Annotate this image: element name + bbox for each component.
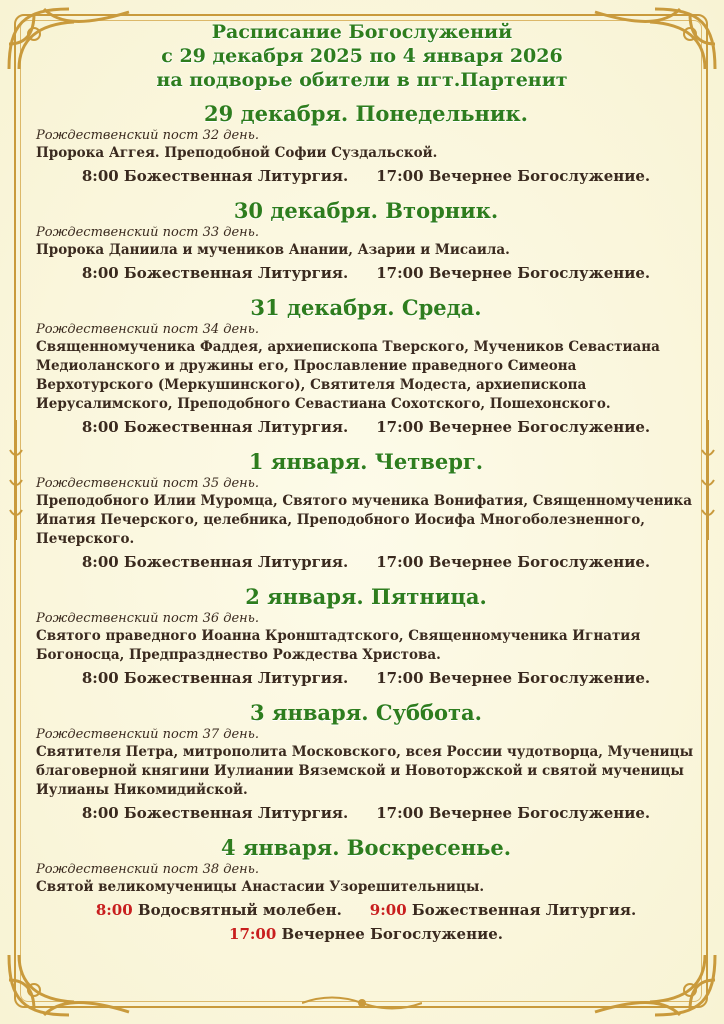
services-row	[36, 549, 696, 575]
saints-commemoration: Преподобного Илии Муромца, Святого мученика Вонифатия, Священномученика Ипатия Печерского, целебника, Преподобного Иосифа Многоболезненного, Печерского.	[36, 493, 693, 547]
saints-commemoration: Пророка Даниила и мучеников Анании, Азарии и Мисаила.	[36, 242, 510, 258]
services-row	[36, 260, 696, 286]
morning-service: 8:00 Божественная Литургия.	[81, 264, 349, 282]
services-row	[36, 163, 696, 189]
service-text: Водосвятный молебен.	[137, 901, 342, 919]
day-block	[36, 294, 696, 440]
header-title: Расписание Богослужений	[211, 21, 513, 43]
day-title: 3 января. Суббота.	[250, 700, 482, 725]
fast-day: Рождественский пост 34 день.	[36, 322, 259, 337]
day-title: 4 января. Воскресенье.	[220, 835, 512, 860]
service-time: 17:00	[229, 925, 277, 943]
services-row	[36, 897, 696, 923]
day-block	[36, 197, 696, 286]
services-row	[36, 800, 696, 826]
service-time: 9:00	[369, 901, 407, 919]
bottom-ornament-icon	[302, 992, 422, 1014]
day-title: 2 января. Пятница.	[245, 584, 487, 609]
day-block	[36, 699, 696, 826]
fast-day: Рождественский пост 37 день.	[36, 727, 259, 742]
service-text: Вечернее Богослужение.	[281, 925, 503, 943]
day-block	[36, 583, 696, 691]
corner-ornament-icon	[590, 950, 720, 1020]
day-title: 29 декабря. Понедельник.	[204, 101, 528, 126]
day-block	[36, 834, 696, 947]
saints-commemoration: Священномученика Фаддея, архиепископа Тверского, Мучеников Севастиана Медиоланского и дружины его, Прославление праведного Симеона Верхотурского (Меркушинского), Святителя Модеста, архиепископа Иерусалимского, Преподобного Севастиана Сохотского, Пошехонского.	[36, 339, 660, 412]
day-block	[36, 448, 696, 575]
saints-commemoration: Пророка Аггея. Преподобной Софии Суздальской.	[36, 145, 438, 161]
service-time: 8:00	[95, 901, 133, 919]
services-row	[36, 414, 696, 440]
corner-ornament-icon	[4, 950, 134, 1020]
services-row	[36, 921, 696, 947]
morning-service: 8:00 Божественная Литургия.	[81, 167, 349, 185]
day-block	[36, 100, 696, 189]
fast-day: Рождественский пост 38 день.	[36, 862, 259, 877]
morning-service: 8:00 Божественная Литургия.	[81, 669, 349, 687]
evening-service: 17:00 Вечернее Богослужение.	[376, 669, 651, 687]
evening-service	[229, 921, 503, 947]
schedule-header	[0, 20, 724, 92]
fast-day: Рождественский пост 35 день.	[36, 476, 259, 491]
evening-service: 17:00 Вечернее Богослужение.	[376, 418, 651, 436]
evening-service: 17:00 Вечернее Богослужение.	[376, 167, 651, 185]
saints-commemoration: Святой великомученицы Анастасии Узорешительницы.	[36, 879, 485, 895]
side-ornament-icon	[8, 420, 24, 540]
header-dates: с 29 декабря 2025 по 4 января 2026	[161, 45, 563, 67]
day-title: 31 декабря. Среда.	[250, 295, 482, 320]
day-title: 30 декабря. Вторник.	[233, 198, 499, 223]
evening-service: 17:00 Вечернее Богослужение.	[376, 553, 651, 571]
saints-commemoration: Святителя Петра, митрополита Московского, всея России чудотворца, Мученицы благоверной княгини Иулиании Вяземской и Новоторжской и святой мученицы Иулианы Никомидийской.	[36, 744, 694, 798]
saints-commemoration: Святого праведного Иоанна Кронштадтского, Священномученика Игнатия Богоносца, Предпразднество Рождества Христова.	[36, 628, 641, 663]
morning-service: 8:00 Божественная Литургия.	[81, 418, 349, 436]
fast-day: Рождественский пост 33 день.	[36, 225, 259, 240]
morning-service: 8:00 Божественная Литургия.	[81, 553, 349, 571]
blessing-of-water-service	[96, 897, 342, 923]
side-ornament-icon	[700, 420, 716, 540]
evening-service: 17:00 Вечернее Богослужение.	[376, 804, 651, 822]
header-location: на подворье обители в пгт.Партенит	[156, 69, 568, 91]
fast-day: Рождественский пост 32 день.	[36, 128, 259, 143]
day-title: 1 января. Четверг.	[248, 449, 484, 474]
services-row	[36, 665, 696, 691]
service-text: Божественная Литургия.	[411, 901, 637, 919]
schedule-list	[36, 100, 696, 955]
liturgy-service	[370, 897, 636, 923]
evening-service: 17:00 Вечернее Богослужение.	[376, 264, 651, 282]
fast-day: Рождественский пост 36 день.	[36, 611, 259, 626]
morning-service: 8:00 Божественная Литургия.	[81, 804, 349, 822]
